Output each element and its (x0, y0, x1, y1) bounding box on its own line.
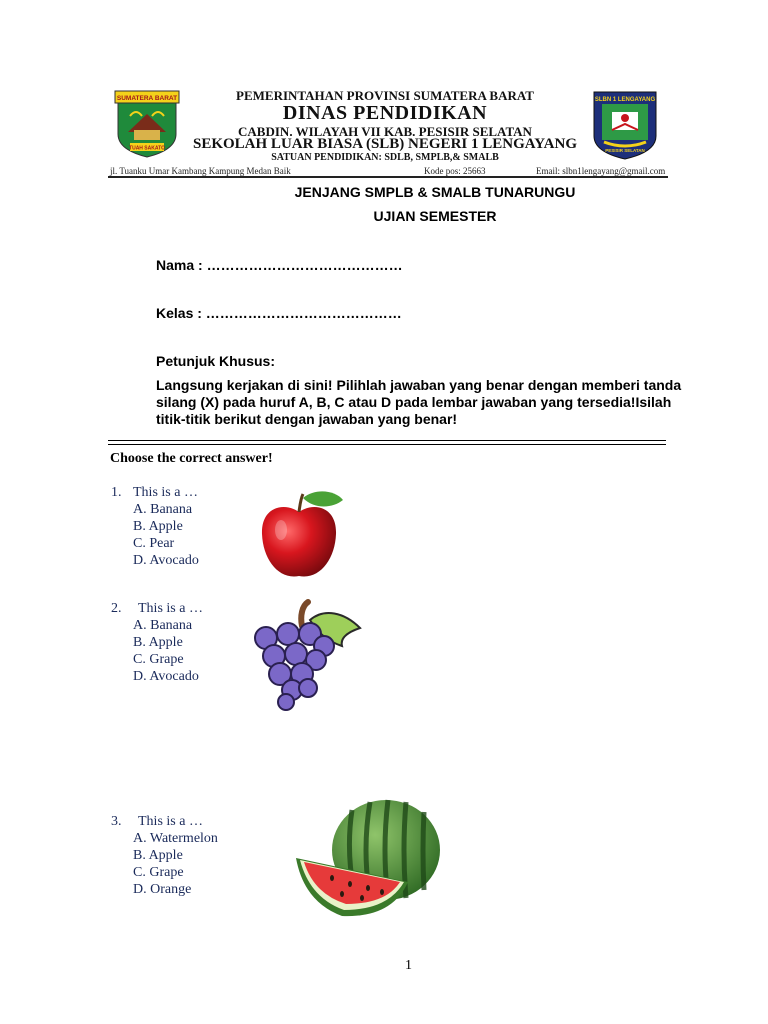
logo-right-bottom-text: PESISIR SELATAN (605, 148, 645, 153)
logo-right-top-text: SLBN 1 LENGAYANG (594, 97, 656, 103)
watermelon-image (292, 798, 444, 922)
name-field: Nama : …………………………………… (156, 257, 403, 273)
logo-left-bottom-text: TUAH SAKATO (129, 145, 165, 152)
class-field: Kelas : …………………………………… (156, 305, 402, 321)
province-logo (114, 90, 180, 158)
exam-title: UJIAN SEMESTER (373, 208, 497, 224)
option-a: A. Watermelon (133, 831, 218, 846)
option-c: C. Grape (133, 865, 184, 880)
letterhead-rule (108, 176, 668, 178)
option-d: D. Avocado (133, 669, 199, 684)
instructions-title: Petunjuk Khusus: (156, 353, 276, 369)
separator-top (108, 440, 666, 441)
option-a: A. Banana (133, 502, 193, 517)
option-b: B. Apple (133, 848, 183, 863)
option-b: B. Apple (133, 519, 183, 534)
logo-left-top-text: SUMATERA BARAT (116, 95, 178, 102)
question-number: 2. (111, 601, 122, 616)
option-d: D. Orange (133, 882, 192, 897)
letterhead-line-5: SATUAN PENDIDIKAN: SDLB, SMPLB,& SMALB (271, 152, 499, 163)
section-title: Choose the correct answer! (110, 451, 273, 466)
option-b: B. Apple (133, 635, 183, 650)
postal-code: Kode pos: 25663 (424, 166, 486, 176)
letterhead (108, 84, 668, 180)
question-number: 3. (111, 814, 122, 829)
level-title: JENJANG SMPLB & SMALB TUNARUNGU (294, 184, 576, 200)
grape-image (244, 598, 366, 712)
option-a: A. Banana (133, 618, 193, 633)
instructions-body: Langsung kerjakan di sini! Pilihlah jawaban yang benar dengan memberi tanda silang (X) pada huruf A, B, C atau D pada lembar jawaban yang tersedia!Isilah titik-titik berikut dengan jawaban yang benar! (156, 377, 682, 427)
school-address: jl. Tuanku Umar Kambang Kampung Medan Baik (110, 166, 291, 176)
question-prompt: This is a … (138, 814, 203, 829)
option-c: C. Pear (133, 536, 175, 551)
question-prompt: This is a … (133, 485, 198, 500)
question-prompt: This is a … (138, 601, 203, 616)
page-number: 1 (405, 958, 412, 973)
option-c: C. Grape (133, 652, 184, 667)
letterhead-line-4: SEKOLAH LUAR BIASA (SLB) NEGERI 1 LENGAYANG (193, 136, 577, 152)
separator-bottom (108, 444, 666, 445)
apple-image (255, 488, 347, 582)
option-d: D. Avocado (133, 553, 199, 568)
letterhead-line-2: DINAS PENDIDIKAN (282, 102, 488, 124)
school-logo (592, 90, 658, 160)
letterhead-line-3: CABDIN. WILAYAH VII KAB. PESISIR SELATAN (238, 124, 532, 139)
letterhead-line-1: PEMERINTAHAN PROVINSI SUMATERA BARAT (236, 88, 534, 103)
school-email: Email: slbn1lengayang@gmail.com (536, 166, 666, 176)
question-number: 1. (111, 485, 122, 500)
